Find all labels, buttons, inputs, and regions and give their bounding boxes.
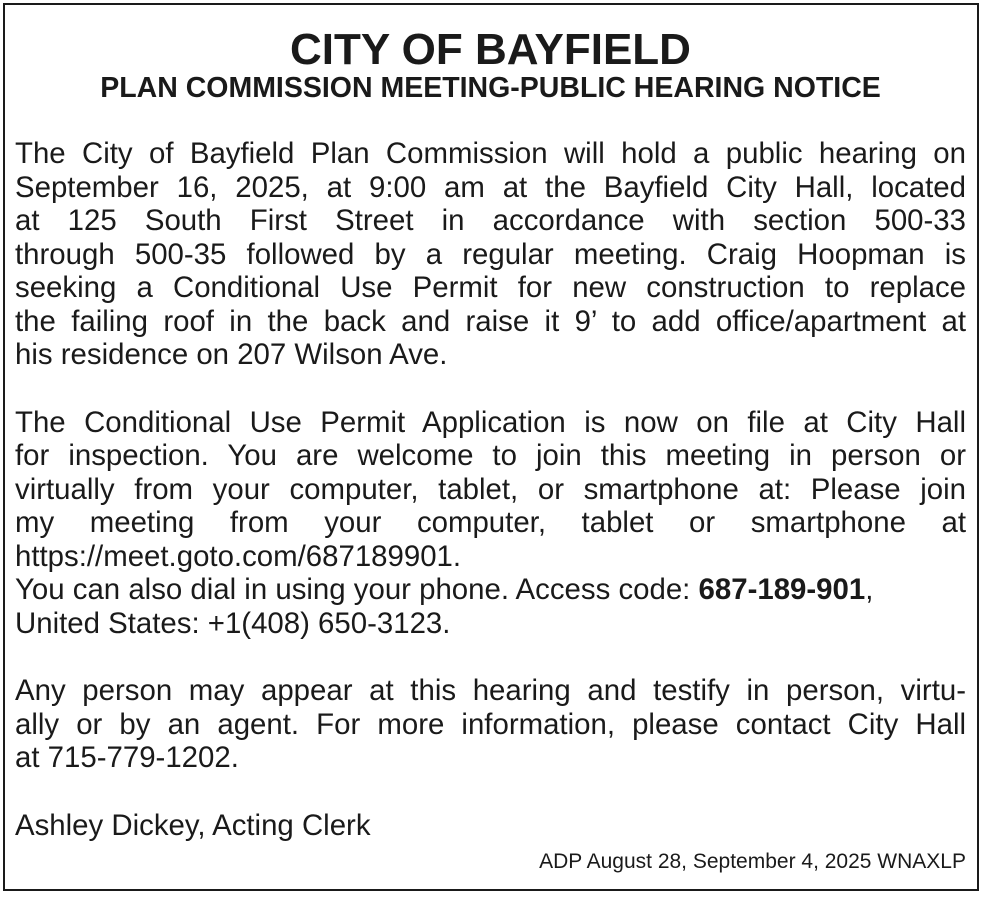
dial-prefix: You can also dial in using your phone. Access code: — [15, 573, 699, 606]
phone-number-line: United States: +1(408) 650-3123. — [15, 606, 451, 640]
public-notice — [3, 3, 979, 891]
permit-line: my meeting from your computer, tablet or smartphone at — [15, 506, 966, 539]
hearing-line: The City of Bayfield Plan Commission will hold a public hearing on — [15, 137, 966, 170]
testimony-line: ally or by an agent. For more information, please contact City Hall — [15, 707, 966, 741]
permit-line: virtually from your computer, tablet, or smartphone at: Please join — [15, 472, 966, 506]
hearing-paragraph — [15, 137, 966, 372]
testimony-paragraph — [15, 674, 966, 775]
notice-title: CITY OF BAYFIELD — [290, 25, 691, 74]
hearing-line: seeking a Conditional Use Permit for new construction to replace — [15, 271, 966, 304]
permit-line: The Conditional Use Permit Application is now on file at City Hall — [15, 405, 966, 439]
hearing-line: September 16, 2025, at 9:00 am at the Bayfield City Hall, located — [15, 170, 966, 204]
notice-subtitle: PLAN COMMISSION MEETING-PUBLIC HEARING NOTICE — [100, 72, 881, 104]
access-code: 687-189-901 — [698, 573, 866, 606]
meeting-link[interactable]: https://meet.goto.com/687189901. — [15, 539, 462, 573]
publication-footer: ADP August 28, September 4, 2025 WNAXLP — [539, 850, 966, 873]
dial-in-line — [15, 573, 966, 607]
hearing-line: through 500-35 followed by a regular meeting. Craig Hoopman is — [15, 237, 966, 271]
clerk-signature: Ashley Dickey, Acting Clerk — [15, 808, 371, 842]
testimony-line: Any person may appear at this hearing and testify in person, virtu- — [15, 674, 966, 707]
hearing-line: at 125 South First Street in accordance with section 500-33 — [15, 204, 966, 237]
hearing-line: the failing roof in the back and raise it 9’ to add office/apartment at — [15, 304, 966, 338]
testimony-line: at 715-779-1202. — [15, 741, 239, 774]
permit-paragraph — [15, 406, 966, 641]
permit-line: for inspection. You are welcome to join this meeting in person or — [15, 439, 966, 472]
hearing-line: his residence on 207 Wilson Ave. — [15, 338, 448, 371]
dial-suffix: , — [865, 573, 874, 606]
